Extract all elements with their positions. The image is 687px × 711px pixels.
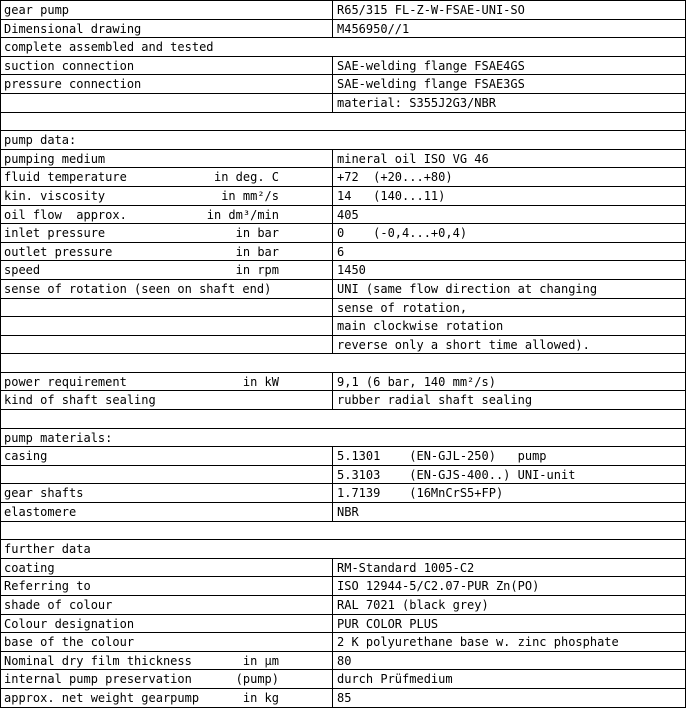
table-row [1, 150, 685, 169]
table-row [1, 75, 685, 94]
table-row [1, 1, 685, 20]
column-divider [332, 652, 333, 670]
column-divider [332, 187, 333, 205]
row-label: coating [4, 560, 55, 575]
column-divider [332, 689, 333, 707]
column-divider [332, 224, 333, 242]
column-divider [332, 633, 333, 651]
row-label: approx. net weight gearpump [4, 690, 200, 705]
row-value: 1450 [337, 263, 366, 278]
table-row [1, 391, 685, 410]
column-divider [332, 1, 333, 19]
row-value: 6 [337, 244, 345, 259]
row-label: speed [4, 263, 41, 278]
row-value: sense of rotation, [337, 300, 468, 315]
column-divider [332, 150, 333, 168]
row-unit: in bar [235, 244, 279, 259]
table-row [1, 615, 685, 634]
column-divider [332, 299, 333, 317]
column-divider [332, 615, 333, 633]
table-row [1, 206, 685, 225]
row-value: RAL 7021 (black grey) [337, 598, 489, 612]
row-value: 5.1301 (EN-GJL-250) pump [337, 449, 547, 464]
row-value: 405 [337, 207, 359, 222]
table-row [1, 243, 685, 262]
row-value: SAE-welding flange FSAE4GS [337, 58, 525, 73]
table-row [1, 280, 685, 299]
row-value: material: S355J2G3/NBR [337, 95, 496, 110]
column-divider [332, 168, 333, 186]
row-value: 1.7139 (16MnCrS5+FP) [337, 486, 504, 501]
column-divider [332, 391, 333, 409]
column-divider [332, 57, 333, 75]
row-value: NBR [337, 505, 359, 520]
row-label: base of the colour [4, 635, 135, 650]
row-label: Referring to [4, 579, 91, 594]
row-label: power requirement [4, 374, 127, 389]
column-divider [332, 243, 333, 261]
column-divider [332, 75, 333, 93]
table-row [1, 466, 685, 485]
column-divider [332, 447, 333, 465]
table-row [1, 113, 685, 132]
row-label: kind of shaft sealing [4, 393, 156, 408]
table-row [1, 670, 685, 689]
row-value: 0 (-0,4...+0,4) [337, 226, 468, 241]
table-row [1, 261, 685, 280]
row-value: mineral oil ISO VG 46 [337, 151, 489, 166]
row-label: outlet pressure [4, 244, 113, 259]
row-value: SAE-welding flange FSAE3GS [337, 77, 525, 92]
row-label: pumping medium [4, 151, 106, 166]
table-row [1, 299, 685, 318]
table-row [1, 633, 685, 652]
table-row [1, 484, 685, 503]
row-value: R65/315 FL-Z-W-FSAE-UNI-SO [337, 3, 525, 17]
row-label: Dimensional drawing [4, 21, 142, 36]
row-unit: (pump) [235, 672, 279, 687]
table-row [1, 410, 685, 429]
row-value: 2 K polyurethane base w. zinc phosphate [337, 635, 619, 650]
column-divider [332, 596, 333, 614]
row-label: inlet pressure [4, 226, 106, 241]
column-divider [332, 336, 333, 354]
row-label: complete assembled and tested [4, 40, 214, 55]
column-divider [332, 559, 333, 577]
row-label: shade of colour [4, 598, 113, 612]
table-row [1, 317, 685, 336]
row-value: +72 (+20...+80) [337, 170, 453, 185]
row-label: Colour designation [4, 616, 135, 631]
row-unit: in mm²/s [221, 188, 279, 203]
table-row [1, 354, 685, 373]
row-label: kin. viscosity [4, 188, 106, 203]
column-divider [332, 317, 333, 335]
row-label: internal pump preservation [4, 672, 192, 687]
row-label: gear pump [4, 3, 70, 17]
table-row [1, 447, 685, 466]
row-label: elastomere [4, 505, 77, 520]
column-divider [332, 94, 333, 112]
column-divider [332, 206, 333, 224]
table-row [1, 131, 685, 150]
row-unit: in kW [242, 374, 279, 389]
row-unit: in µm [242, 653, 279, 668]
column-divider [332, 503, 333, 521]
row-label: pump materials: [4, 430, 113, 445]
row-label: further data [4, 542, 91, 557]
column-divider [332, 373, 333, 391]
column-divider [332, 484, 333, 502]
row-value: RM-Standard 1005-C2 [337, 560, 475, 575]
row-value: 14 (140...11) [337, 188, 446, 203]
row-value: 9,1 (6 bar, 140 mm²/s) [337, 374, 496, 389]
row-label: oil flow approx. [4, 207, 127, 222]
row-label: pressure connection [4, 77, 142, 92]
column-divider [332, 466, 333, 484]
table-row [1, 57, 685, 76]
column-divider [332, 20, 333, 38]
table-row [1, 540, 685, 559]
row-value: 5.3103 (EN-GJS-400..) UNI-unit [337, 467, 576, 482]
row-label: suction connection [4, 58, 135, 73]
row-value: PUR COLOR PLUS [337, 616, 439, 631]
row-unit: in deg. C [213, 170, 279, 185]
column-divider [332, 577, 333, 595]
table-row [1, 559, 685, 578]
row-label: pump data: [4, 133, 77, 148]
row-value: UNI (same flow direction at changing [337, 281, 598, 296]
row-unit: in dm³/min [206, 207, 279, 222]
row-unit: in kg [242, 690, 279, 705]
row-value: 85 [337, 690, 352, 705]
row-value: durch Prüfmedium [337, 672, 453, 687]
row-label: fluid temperature [4, 170, 127, 185]
row-value: main clockwise rotation [337, 319, 504, 334]
row-label: casing [4, 449, 48, 464]
table-row [1, 429, 685, 448]
table-row [1, 168, 685, 187]
row-unit: in bar [235, 226, 279, 241]
table-row [1, 503, 685, 522]
column-divider [332, 280, 333, 298]
table-row [1, 336, 685, 355]
column-divider [332, 670, 333, 688]
row-value: 80 [337, 653, 352, 668]
table-row [1, 20, 685, 39]
table-row [1, 224, 685, 243]
table-row [1, 689, 685, 708]
row-label: Nominal dry film thickness [4, 653, 192, 668]
table-row [1, 577, 685, 596]
row-label: gear shafts [4, 486, 84, 501]
table-row [1, 522, 685, 541]
row-value: ISO 12944-5/C2.07-PUR Zn(PO) [337, 579, 540, 594]
row-value: rubber radial shaft sealing [337, 393, 533, 408]
row-value: reverse only a short time allowed). [337, 337, 590, 352]
row-unit: in rpm [235, 263, 279, 278]
table-row [1, 94, 685, 113]
row-label: sense of rotation (seen on shaft end) [4, 281, 272, 296]
table-row [1, 652, 685, 671]
table-row [1, 38, 685, 57]
table-row [1, 373, 685, 392]
column-divider [332, 261, 333, 279]
table-row [1, 596, 685, 615]
table-row [1, 187, 685, 206]
row-value: M456950//1 [337, 21, 410, 36]
